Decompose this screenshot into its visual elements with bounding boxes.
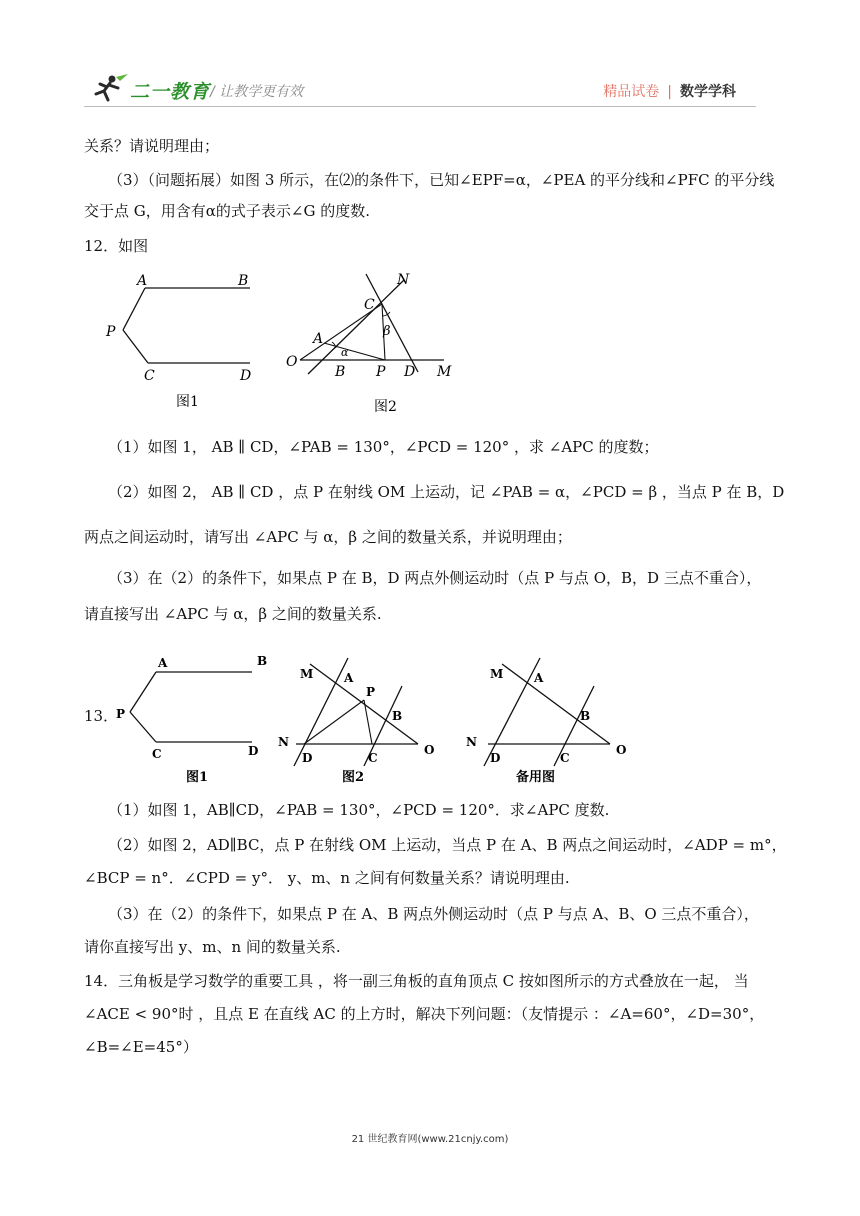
label-P: P [106,324,116,340]
text-line: （2）如图 2，AD∥BC，点 P 在射线 OM 上运动，当点 P 在 A、B 两点之间运动时，∠ADP = m°， [108,836,787,854]
figure-caption: 图2 [342,770,365,785]
label-O: O [424,743,435,757]
figure-13-2 [272,650,442,790]
label-O: O [616,743,627,757]
label-D: D [248,744,259,758]
text-line: 请直接写出 ∠APC 与 α，β 之间的数量关系. [84,605,382,623]
page-footer: 21 世纪教育网(www.21cnjy.com) [351,1134,509,1145]
header-label-premium: 精品试卷 [603,84,660,100]
label-N: N [466,735,477,749]
label-D: D [404,364,416,380]
label-B: B [238,273,249,289]
label-A: A [344,671,354,685]
label-D: D [302,751,313,765]
label-N: N [397,272,410,288]
text-line: 关系？请说明理由； [84,137,220,155]
label-M: M [490,667,504,681]
text-line: （3）（问题拓展）如图 3 所示，在⑵的条件下，已知∠EPF=α，∠PEA 的平分线和∠PFC 的平分线 [108,171,775,189]
header-rule [84,106,756,107]
text-line: （3）在（2）的条件下，如果点 P 在 B，D 两点外侧运动时（点 P 与点 O，B，D 三点不重合）， [108,569,762,587]
label-C: C [560,751,570,765]
label-C: C [364,297,375,313]
label-C: C [144,368,155,384]
text-line: （3）在（2）的条件下，如果点 P 在 A、B 两点外侧运动时（点 P 与点 A、B、O 三点不重合）， [108,905,759,923]
figure-12-1 [100,268,270,418]
text-line: 交于点 G，用含有α的式子表示∠G 的度数. [84,202,370,220]
figure-caption: 备用图 [516,770,556,785]
label-M: M [300,667,314,681]
label-A: A [137,273,148,289]
label-B: B [392,709,403,723]
figure-caption: 图1 [186,770,209,785]
text-line: （1）如图 1， AB ∥ CD，∠PAB = 130°，∠PCD = 120° ，求 ∠APC 的度数； [108,438,659,456]
text-line: 请你直接写出 y、m、n 间的数量关系. [84,938,341,956]
text-line: （1）如图 1，AB∥CD，∠PAB = 130°，∠PCD = 120°．求∠APC 度数. [108,801,610,819]
header-label-subject: 数学学科 [680,84,736,100]
question-12-title: 12．如图 [84,237,149,255]
label-B: B [580,709,591,723]
label-D: D [490,751,501,765]
label-beta: β [383,324,391,339]
figure-caption: 图1 [176,394,199,410]
label-O: O [286,354,298,370]
label-P: P [366,685,376,699]
label-D: D [240,368,252,384]
label-A: A [158,656,168,670]
figure-12-2 [282,268,460,418]
label-B: B [335,364,346,380]
label-alpha: α [341,346,349,359]
question-13-title: 13． [84,707,119,725]
text-line: ∠B=∠E=45°） [84,1038,198,1056]
logo-slogan: / 让教学更有效 [210,84,304,100]
label-C: C [152,747,162,761]
header-separator: | [667,84,672,100]
label-A: A [534,671,544,685]
label-M: M [437,364,452,380]
logo-text: 二一教育 [130,81,211,103]
text-line: ∠ACE < 90°时 ，且点 E 在直线 AC 的上方时，解决下列问题：（友情提示 ：∠A=60°，∠D=30°， [84,1005,765,1023]
label-A: A [313,331,324,347]
label-P: P [376,364,386,380]
question-14-text: 14．三角板是学习数学的重要工具 ，将一副三角板的直角顶点 C 按如图所示的方式叠放在一起， 当 [84,972,749,990]
figure-13-spare [460,650,640,790]
runner-logo-icon [90,74,130,102]
figure-caption: 图2 [374,399,397,415]
label-B: B [257,654,268,668]
header-subject [603,81,736,101]
page-header [84,74,756,104]
text-line: 两点之间运动时，请写出 ∠APC 与 α，β 之间的数量关系，并说明理由； [84,528,572,546]
label-C: C [368,751,378,765]
text-line: ∠BCP = n°．∠CPD = y°． y、m、n 之间有何数量关系？请说明理由. [84,869,570,887]
text-line: （2）如图 2， AB ∥ CD ，点 P 在射线 OM 上运动，记 ∠PAB = α，∠PCD = β ，当点 P 在 B，D [108,483,785,501]
figure-13-1 [112,650,272,790]
label-P: P [116,707,126,721]
label-N: N [278,735,289,749]
